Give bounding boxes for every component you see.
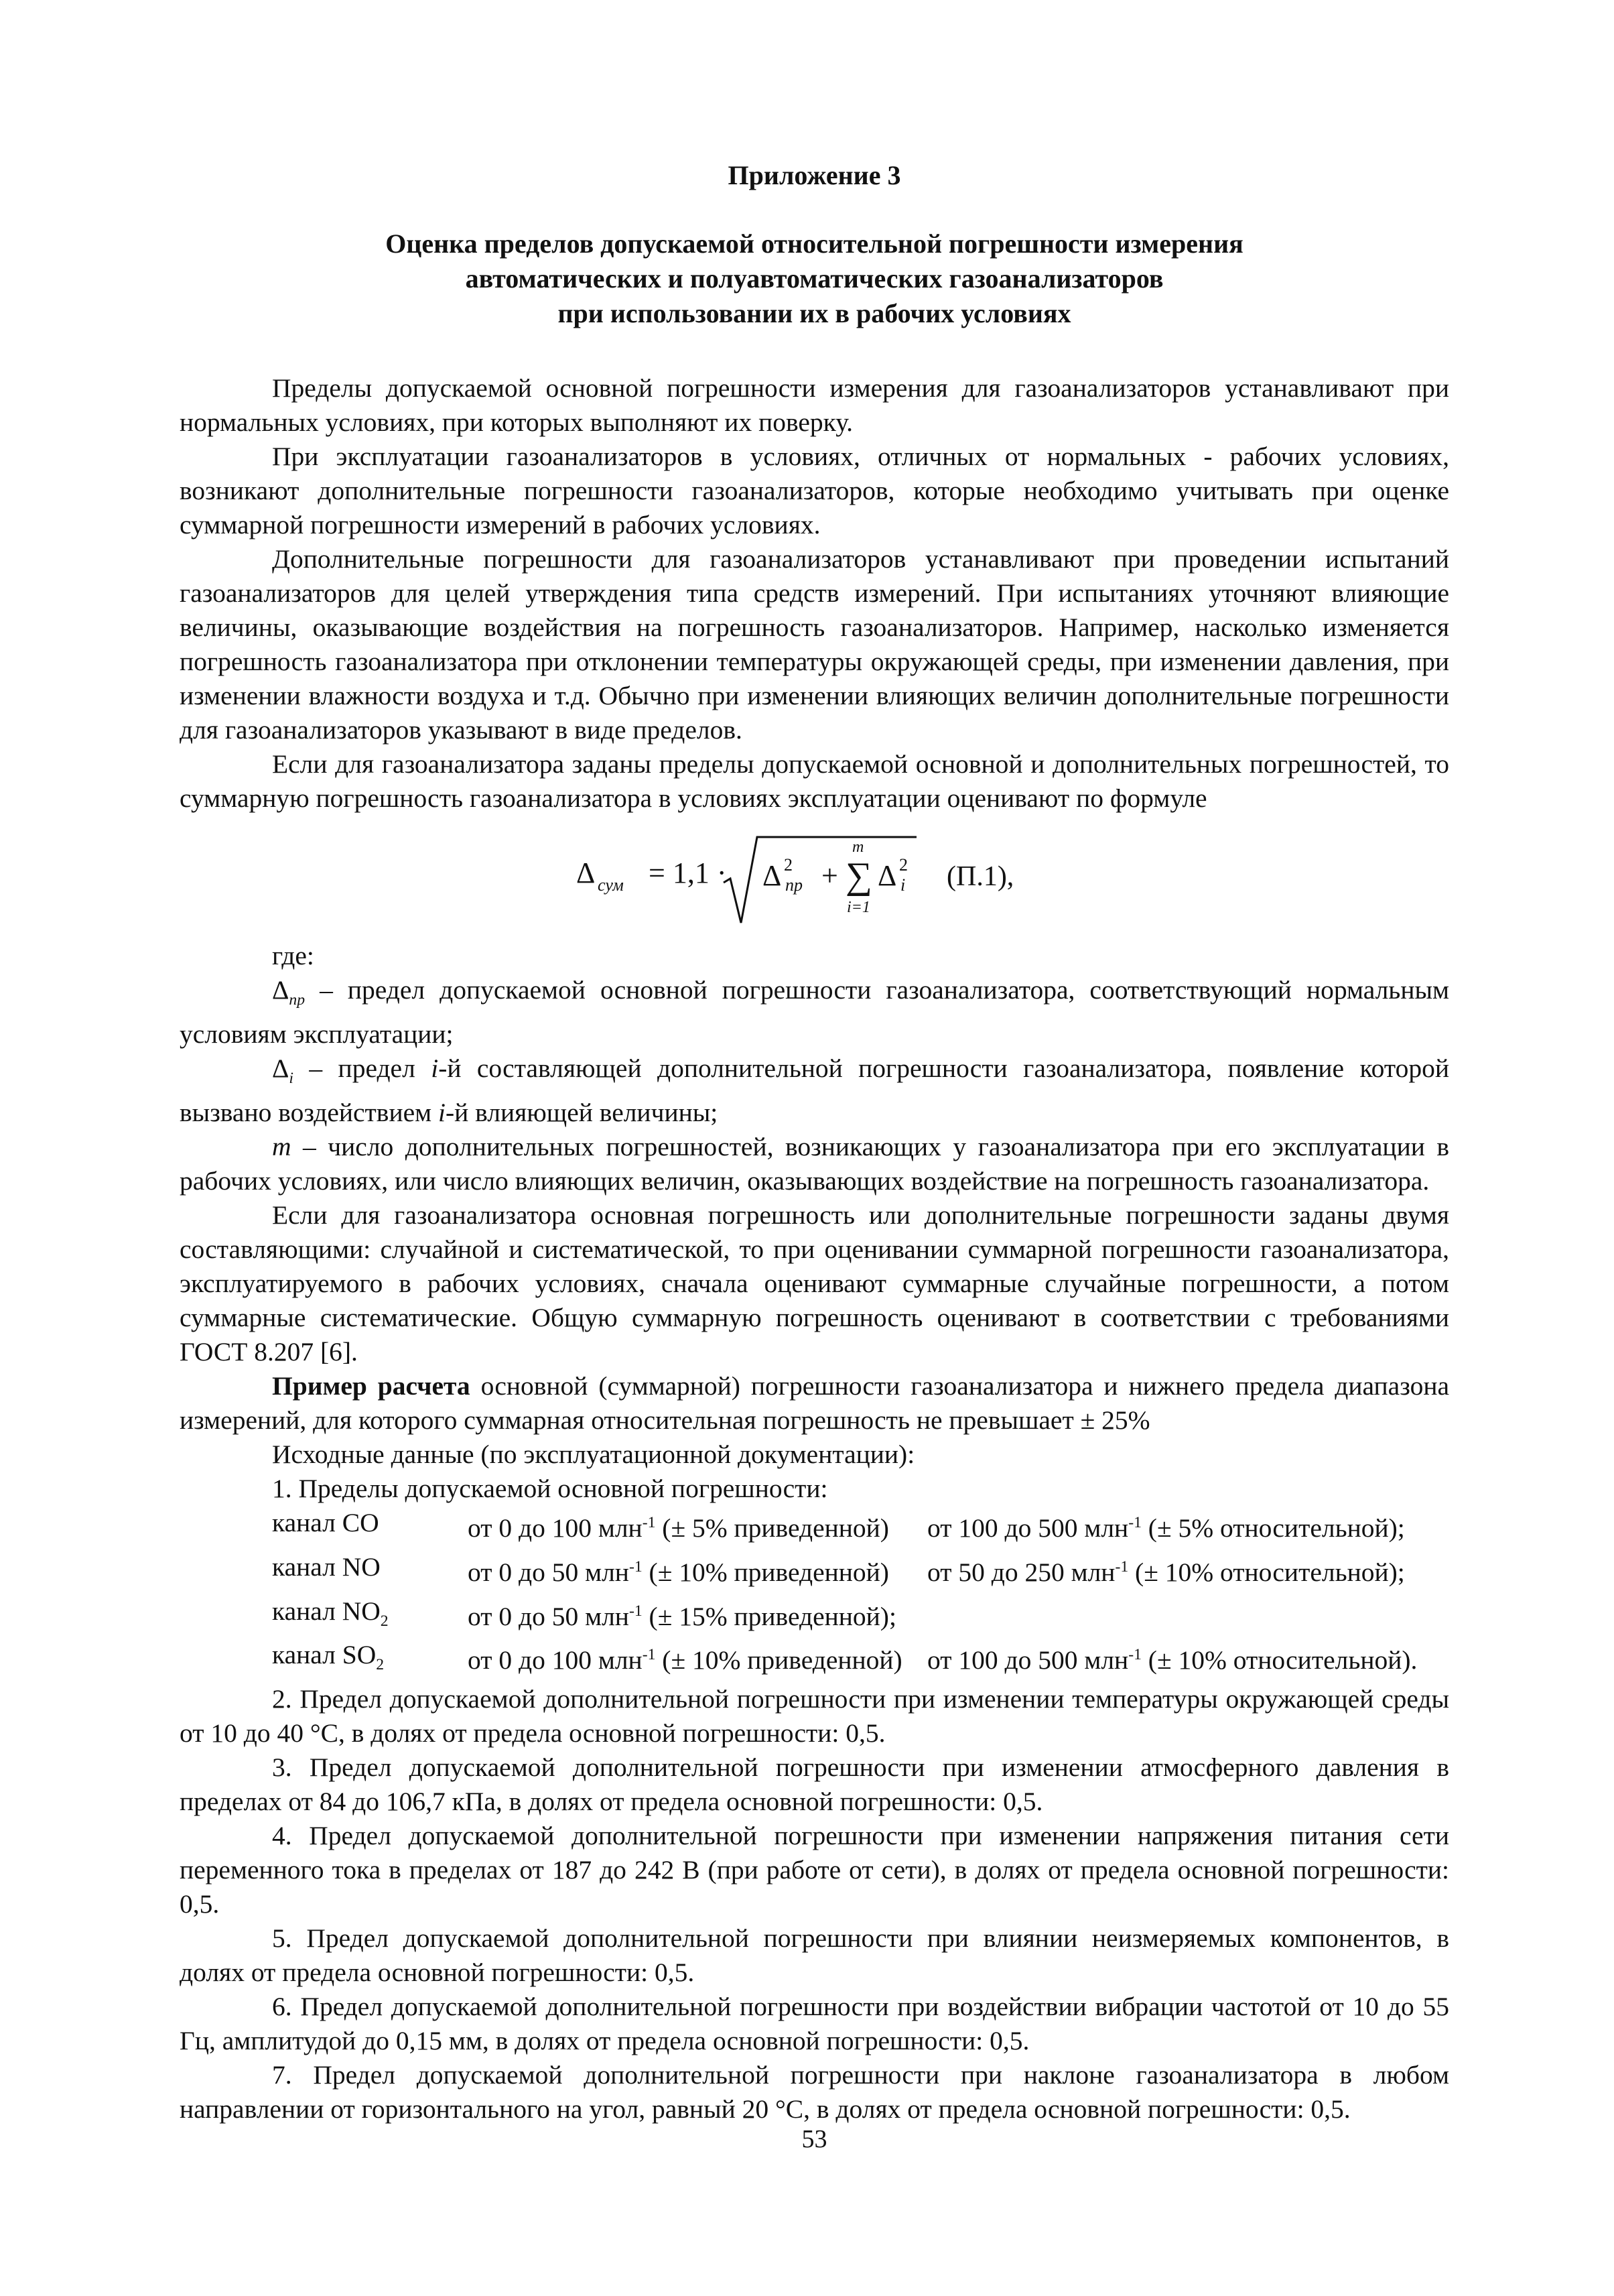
formula-sum-top: m	[852, 838, 864, 856]
formula-term2-sub: i	[900, 875, 906, 895]
formula-term2: Δ	[878, 859, 897, 892]
formula-equals: = 1,1 ·	[649, 856, 727, 889]
channels-list	[180, 1506, 1449, 1683]
example-bold: Пример расчета	[272, 1370, 470, 1401]
title-line-2: автоматических и полуавтоматических газоанализаторов	[465, 263, 1164, 294]
item-2: 2. Предел допускаемой дополнительной погрешности при изменении температуры окружающей среды от 10 до 40 °С, в долях от предела основной погрешности: 0,5.	[180, 1684, 1449, 1748]
title-line-1: Оценка пределов допускаемой относительной погрешности измерения	[385, 229, 1243, 259]
channel-range-a: от 0 до 50 млн$^{-1}$ (± 15% приведенной);	[468, 1601, 896, 1631]
formula-label: (П.1),	[947, 861, 1014, 892]
def2-symbol: Δ	[272, 1053, 289, 1083]
channel-range-b: от 100 до 500 млн$^{-1}$ (± 5% относительной);	[927, 1513, 1405, 1543]
channel-range-a: от 0 до 100 млн$^{-1}$ (± 5% приведенной)	[468, 1513, 889, 1543]
item-3: 3. Предел допускаемой дополнительной погрешности при изменении атмосферного давления в пределах от 84 до 106,7 кПа, в долях от предела основной погрешности: 0,5.	[180, 1752, 1449, 1817]
initial-data: Исходные данные (по эксплуатационной документации):	[272, 1439, 915, 1469]
definition-3	[180, 1130, 1449, 1198]
formula-plus: +	[821, 859, 838, 892]
definition-1	[180, 973, 1449, 1051]
where-label: где:	[272, 941, 314, 970]
def2-italic-2: i	[438, 1097, 446, 1127]
formula-svg	[180, 818, 1449, 932]
page-number: 53	[801, 2125, 827, 2153]
document-body	[180, 371, 1449, 2126]
example-paragraph	[180, 1369, 1449, 1438]
def3-text: – число дополнительных погрешностей, возникающих у газоанализатора при его эксплуатации в рабочих условиях, или число влияющих величин, оказывающих воздействие на погрешность газоанализатора.	[180, 1131, 1449, 1196]
def3-symbol: m	[272, 1131, 291, 1161]
def2-text-b: -й составляющей дополнительной погрешности газоанализатора, появление которой вызвано воздействием	[180, 1053, 1449, 1127]
channel-range-b: от 100 до 500 млн$^{-1}$ (± 10% относительной).	[927, 1645, 1418, 1675]
channel-range-a: от 0 до 100 млн$^{-1}$ (± 10% приведенной)	[468, 1645, 902, 1675]
document-title	[180, 227, 1449, 331]
channel-row	[180, 1594, 1449, 1639]
channel-name: канал NO	[272, 1551, 381, 1582]
def2-text-a: – предел	[293, 1053, 431, 1083]
def2-text-c: -й влияющей величины;	[445, 1097, 718, 1127]
def1-symbol: Δ	[272, 975, 289, 1005]
paragraph-4: Если для газоанализатора заданы пределы допускаемой основной и дополнительных погрешностей, то суммарную погрешность газоанализатора в условиях эксплуатации оценивают по формуле	[180, 749, 1449, 813]
def2-italic: i	[431, 1053, 439, 1083]
formula-lhs-sub: сум	[598, 875, 624, 895]
channel-row	[180, 1638, 1449, 1682]
formula-sum-bottom: i=1	[847, 899, 870, 916]
formula-sum-sign: ∑	[846, 855, 872, 897]
formula-lhs-symbol: Δ	[576, 856, 596, 889]
def2-sub: i	[289, 1069, 293, 1087]
def1-text: – предел допускаемой основной погрешности газоанализатора, соответствующий нормальным условиям эксплуатации;	[180, 975, 1449, 1049]
formula-term2-sup: 2	[899, 855, 908, 875]
paragraph-5: Если для газоанализатора основная погрешность или дополнительные погрешности заданы двумя составляющими: случайной и систематической, то при оценивании суммарной погрешности газоанализатора, эксплуатируемого в рабочих условиях, сначала оценивают суммарные случайные погрешности, а потом суммарные систематические. Общую суммарную погрешность оценивают в соответствии с требованиями ГОСТ 8.207 [6].	[180, 1200, 1449, 1366]
paragraph-3: Дополнительные погрешности для газоанализаторов устанавливают при проведении испытаний газоанализаторов для целей утверждения типа средств измерений. При испытаниях уточняют влияющие величины, оказывающие воздействия на погрешность газоанализаторов. Например, насколько изменяется погрешность газоанализатора при отклонении температуры окружающей среды, при изменении давления, при изменении влажности воздуха и т.д. Обычно при изменении влияющих величин дополнительные погрешности для газоанализаторов указывают в виде пределов.	[180, 544, 1449, 745]
item-5: 5. Предел допускаемой дополнительной погрешности при влиянии неизмеряемых компонентов, в долях от предела основной погрешности: 0,5.	[180, 1923, 1449, 1988]
formula-p1	[180, 818, 1449, 932]
channel-range-b: от 50 до 250 млн$^{-1}$ (± 10% относительной);	[927, 1557, 1405, 1587]
channel-name: канал $SO_2$	[272, 1640, 385, 1674]
item-4: 4. Предел допускаемой дополнительной погрешности при изменении напряжения питания сети переменного тока в пределах от 187 до 242 В (при работе от сети), в долях от предела основной погрешности: 0,5.	[180, 1821, 1449, 1919]
document-page	[180, 0, 1449, 2296]
channel-name: канал CO	[272, 1507, 379, 1537]
item-1: 1. Пределы допускаемой основной погрешности:	[272, 1473, 828, 1503]
formula-term1-sup: 2	[784, 855, 793, 875]
definition-2	[180, 1051, 1449, 1130]
item-7: 7. Предел допускаемой дополнительной погрешности при наклоне газоанализатора в любом направлении от горизонтального на угол, равный 20 °С, в долях от предела основной погрешности: 0,5.	[180, 2060, 1449, 2124]
title-line-3: при использовании их в рабочих условиях	[557, 298, 1071, 328]
formula-term1-sub: пр	[785, 875, 803, 895]
paragraph-2: При эксплуатации газоанализаторов в условиях, отличных от нормальных - рабочих условиях, возникают дополнительные погрешности газоанализаторов, которые необходимо учитывать при оценке суммарной погрешности измерений в рабочих условиях.	[180, 442, 1449, 539]
channel-row	[180, 1550, 1449, 1594]
example-text: основной (суммарной) погрешности газоанализатора и нижнего предела диапазона измерений, для которого суммарная относительная погрешность не превышает ± 25%	[180, 1370, 1449, 1435]
item-6: 6. Предел допускаемой дополнительной погрешности при воздействии вибрации частотой от 10 до 55 Гц, амплитудой до 0,15 мм, в долях от предела основной погрешности: 0,5.	[180, 1992, 1449, 2056]
channel-row	[180, 1506, 1449, 1550]
appendix-heading: Приложение 3	[728, 160, 901, 190]
channel-range-b	[927, 1594, 1449, 1639]
formula-term1: Δ	[762, 859, 782, 892]
def1-sub: пр	[289, 991, 306, 1009]
channel-range-a: от 0 до 50 млн$^{-1}$ (± 10% приведенной)	[468, 1557, 889, 1587]
paragraph-1: Пределы допускаемой основной погрешности измерения для газоанализаторов устанавливают при нормальных условиях, при которых выполняют их поверку.	[180, 373, 1449, 437]
channel-name: канал $NO_2$	[272, 1596, 389, 1630]
